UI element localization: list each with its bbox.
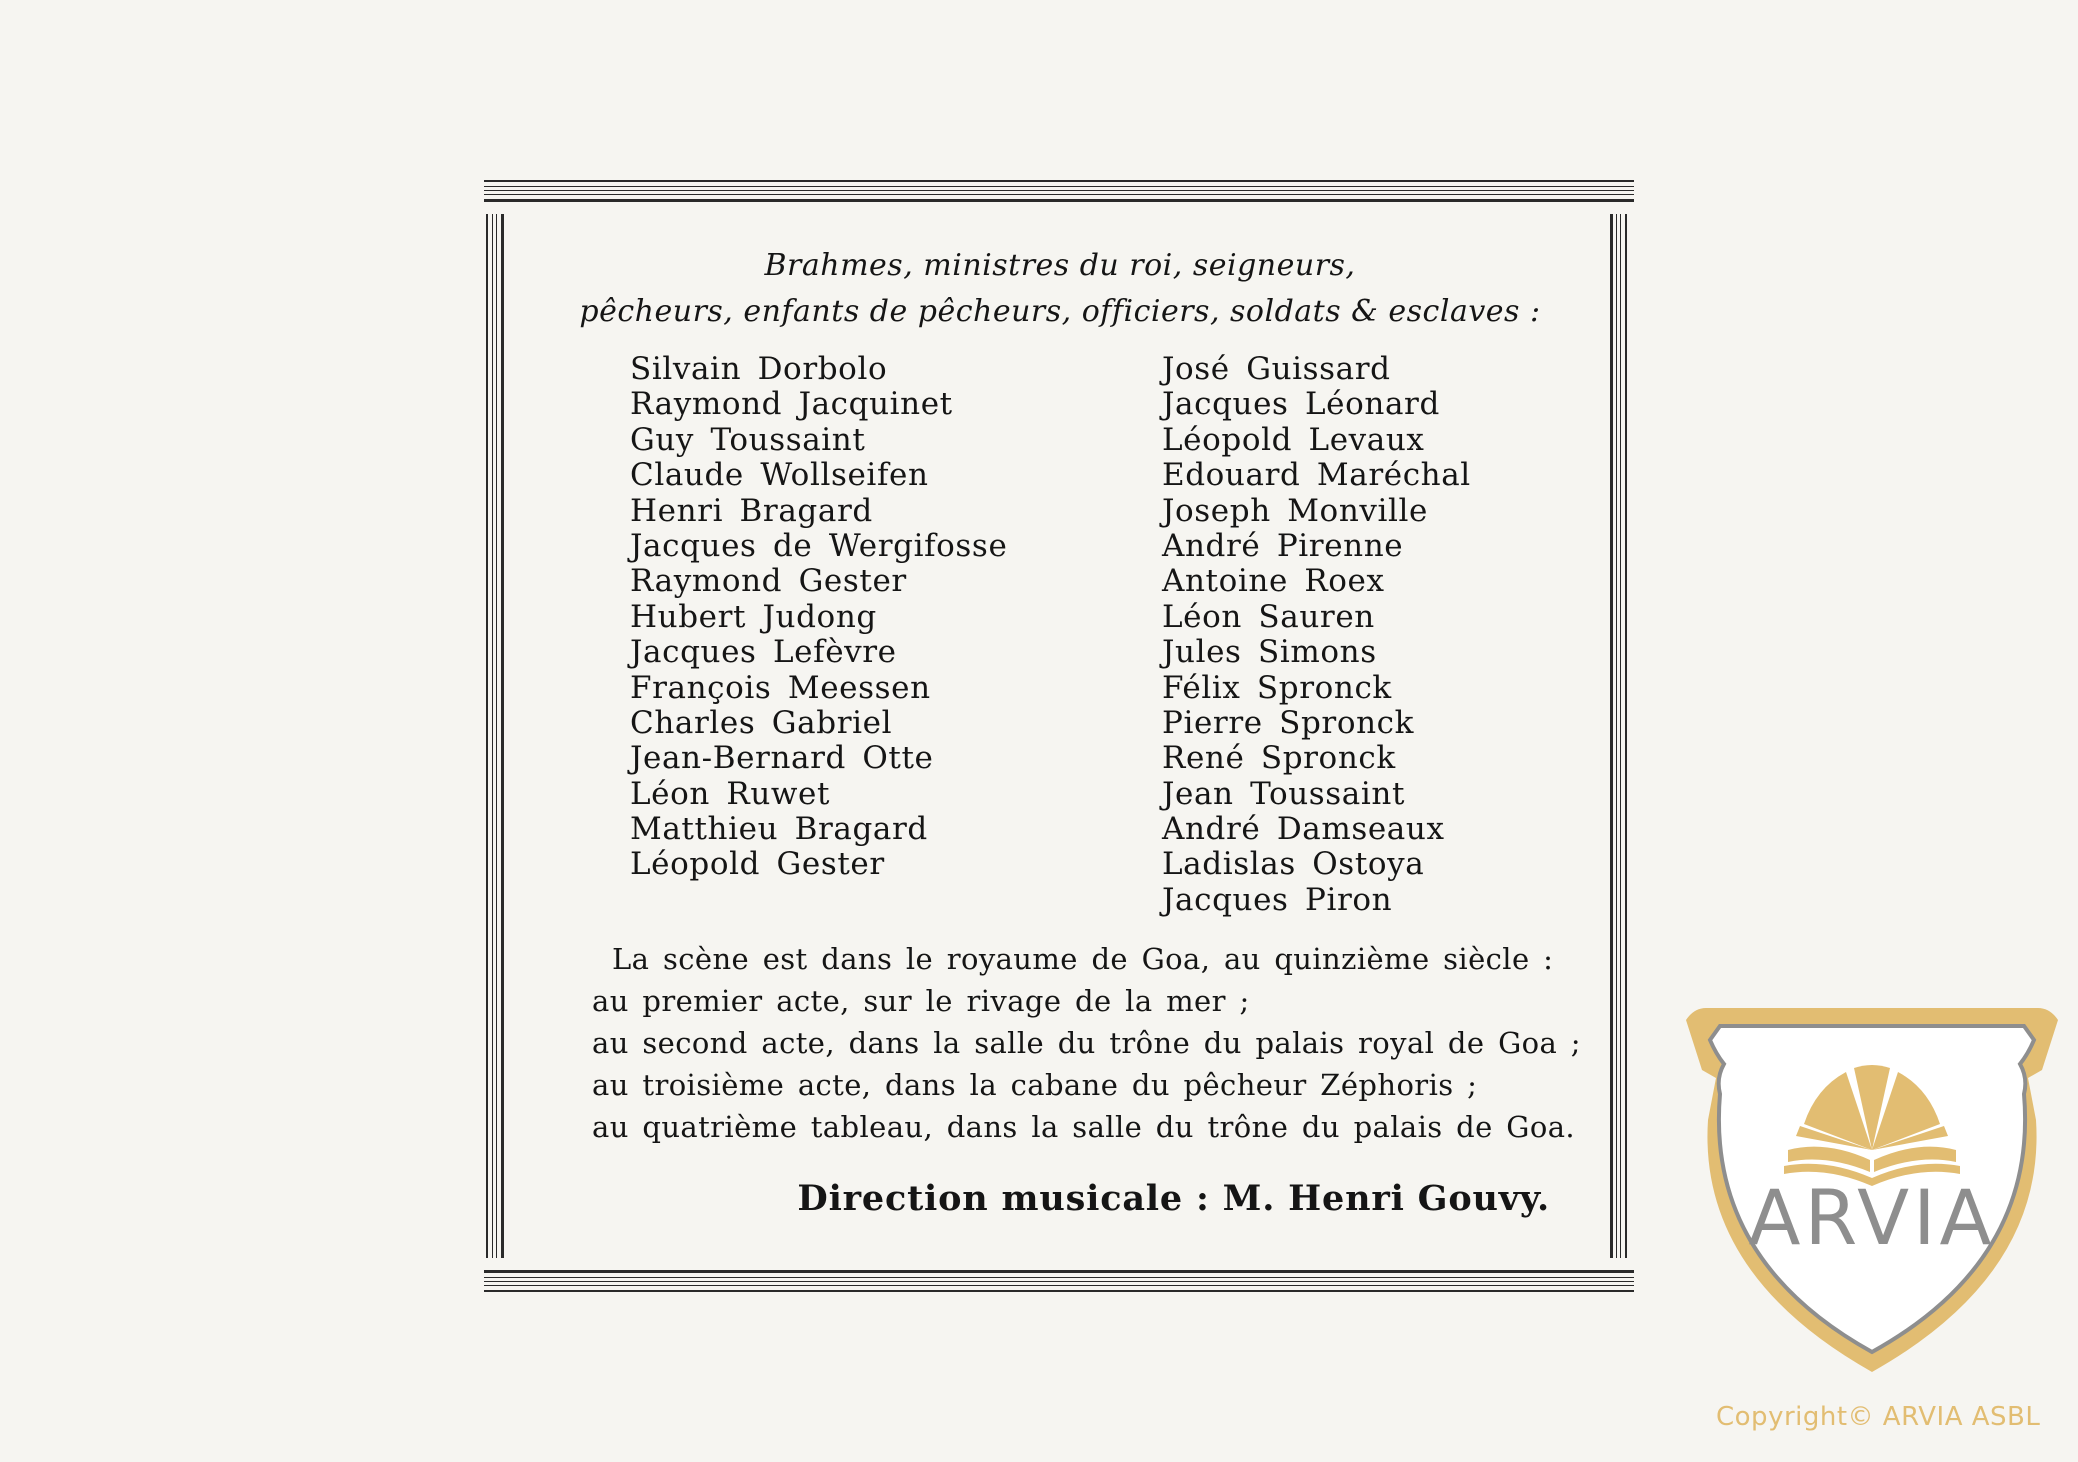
scene-line: au premier acte, sur le rivage de la mer ; [592, 984, 1250, 1018]
left-border-rule [486, 214, 508, 1258]
cast-name: Jacques Piron [1162, 881, 1393, 918]
cast-name: Edouard Maréchal [1162, 457, 1471, 494]
cast-list-right [1162, 352, 1471, 918]
bottom-border-rule [484, 1270, 1634, 1294]
logo-text: ARVIA [1748, 1173, 1996, 1262]
cast-name: André Damseaux [1162, 811, 1445, 848]
scene-description [592, 938, 1581, 1148]
cast-name: François Meessen [630, 669, 931, 706]
cast-name: René Spronck [1162, 740, 1396, 777]
cast-name: Léopold Gester [630, 846, 885, 883]
cast-name: Henri Bragard [630, 492, 873, 529]
cast-name: Léon Sauren [1162, 598, 1375, 635]
cast-name: Léopold Levaux [1162, 421, 1425, 458]
top-border-rule [484, 180, 1634, 204]
cast-name: Antoine Roex [1162, 563, 1385, 600]
cast-name: Hubert Judong [630, 598, 877, 635]
cast-name: Jacques Lefèvre [630, 634, 897, 671]
cast-name: Guy Toussaint [630, 421, 866, 458]
scene-line: au quatrième tableau, dans la salle du trône du palais de Goa. [592, 1110, 1576, 1144]
cast-name: Claude Wollseifen [630, 457, 929, 494]
cast-name: Félix Spronck [1162, 669, 1392, 706]
cast-name: Jacques de Wergifosse [630, 527, 1008, 564]
cast-name: Pierre Spronck [1162, 704, 1415, 741]
scene-line: La scène est dans le royaume de Goa, au quinzième siècle : [612, 942, 1554, 976]
cast-name: Raymond Gester [630, 563, 907, 600]
copyright-notice: Copyright© ARVIA ASBL [1716, 1402, 2041, 1432]
cast-name: André Pirenne [1162, 527, 1404, 564]
cast-name: Jean-Bernard Otte [630, 740, 934, 777]
cast-name: José Guissard [1162, 351, 1391, 387]
scene-line: au second acte, dans la salle du trône du palais royal de Goa ; [592, 1026, 1581, 1060]
right-border-rule [1610, 214, 1632, 1258]
cast-name: Ladislas Ostoya [1162, 846, 1425, 883]
cast-name: Raymond Jacquinet [630, 386, 953, 423]
cast-list-left [630, 352, 1007, 883]
cast-name: Joseph Monville [1162, 492, 1428, 529]
scene-line: au troisième acte, dans la cabane du pêcheur Zéphoris ; [592, 1068, 1478, 1102]
cast-name: Matthieu Bragard [630, 811, 928, 848]
cast-heading-line-2: pêcheurs, enfants de pêcheurs, officiers, soldats & esclaves : [579, 294, 1541, 329]
cast-name: Jacques Léonard [1162, 386, 1440, 423]
cast-name: Silvain Dorbolo [630, 351, 888, 387]
arvia-logo [1676, 974, 2068, 1382]
cast-heading-line-1: Brahmes, ministres du roi, seigneurs, [764, 248, 1356, 283]
cast-name: Jean Toussaint [1162, 775, 1406, 812]
cast-name: Léon Ruwet [630, 775, 831, 812]
cast-name: Charles Gabriel [630, 704, 893, 741]
musical-direction: Direction musicale : M. Henri Gouvy. [797, 1178, 1550, 1219]
cast-name: Jules Simons [1162, 634, 1377, 671]
